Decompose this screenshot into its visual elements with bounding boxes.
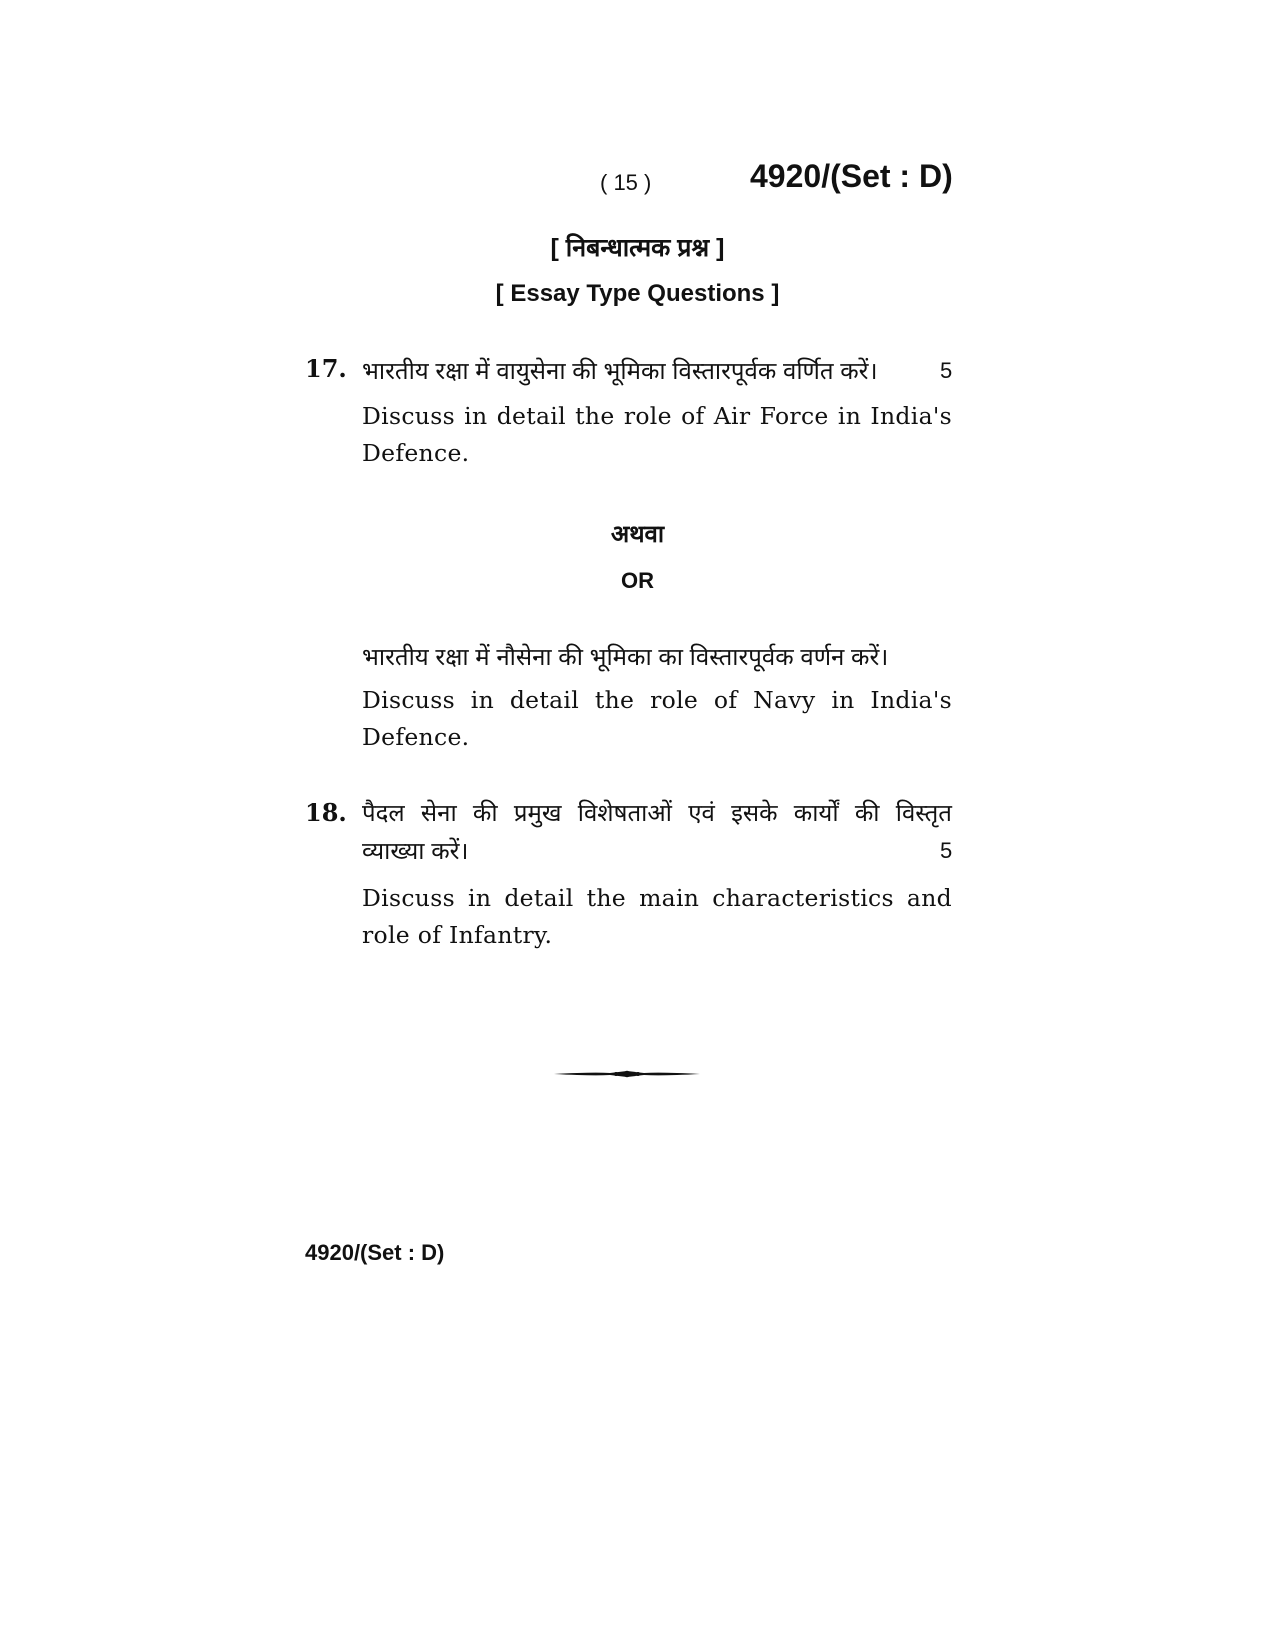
section-heading-english: [ Essay Type Questions ] [495, 280, 780, 307]
question-17-marks: 5 [940, 358, 953, 383]
page-number: ( 15 ) [600, 170, 652, 195]
paper-code-footer: 4920/(Set : D) [305, 1240, 445, 1265]
question-17-hindi: भारतीय रक्षा में वायुसेना की भूमिका विस्तारपूर्वक वर्णित करें। [362, 358, 878, 385]
question-18-marks: 5 [940, 838, 953, 863]
question-17-english-line-1: Discuss in detail the role of Air Force in India's [362, 402, 952, 430]
end-ornament-divider [552, 1066, 702, 1082]
paper-code-header: 4920/(Set : D) [750, 158, 953, 194]
question-17-alt-hindi: भारतीय रक्षा में नौसेना की भूमिका का विस्तारपूर्वक वर्णन करें। [362, 644, 889, 671]
question-18-hindi-line-2: व्याख्या करें। [362, 838, 469, 865]
question-17-alt-english-line-2: Defence. [362, 723, 470, 751]
question-18-english-line-2: role of Infantry. [362, 921, 553, 949]
or-english: OR [621, 568, 654, 593]
question-17-english-line-2: Defence. [362, 439, 470, 467]
question-18-english-line-1: Discuss in detail the main characteristics and [362, 884, 952, 912]
question-18-hindi-line-1: पैदल सेना की प्रमुख विशेषताओं एवं इसके कार्यों की विस्तृत [362, 800, 952, 827]
question-number-18: 18. [305, 798, 347, 827]
or-hindi: अथवा [610, 521, 665, 548]
question-number-17: 17. [305, 354, 347, 383]
section-heading-hindi: [ निबन्धात्मक प्रश्न ] [550, 234, 725, 262]
question-17-alt-english-line-1: Discuss in detail the role of Navy in India's [362, 686, 952, 714]
